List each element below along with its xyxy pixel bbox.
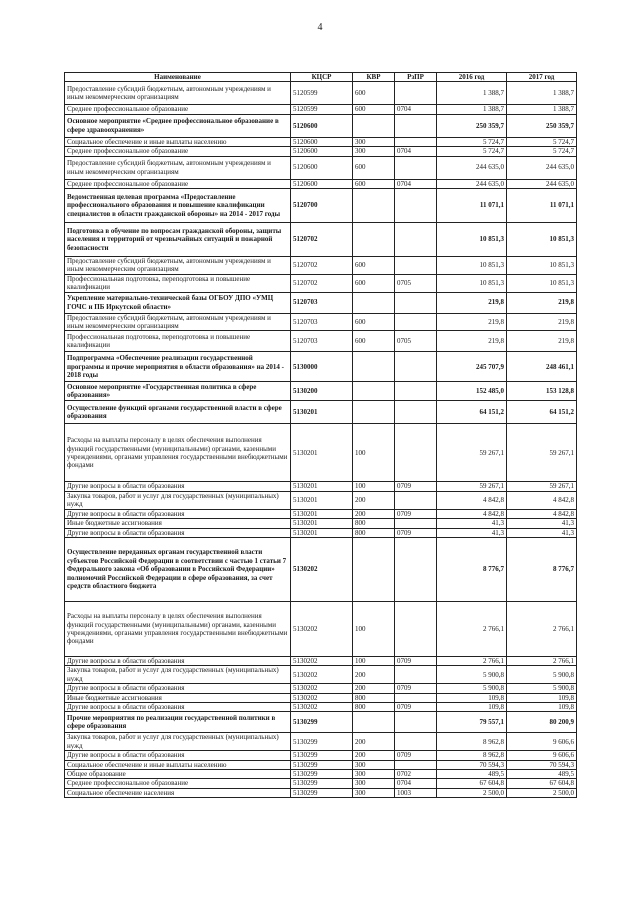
row-rzpr: 0709 [395,528,437,537]
row-kcsr: 5120599 [291,105,353,114]
row-name: Укрепление материально-технической базы ОГБОУ ДПО «УМЦ ГОЧС и ПБ Иркутской области» [65,292,291,313]
row-kcsr: 5130201 [291,509,353,518]
row-name: Подготовка в обучение по вопросам гражданской обороны, защиты населения и территорий от чрезвычайных ситуаций и пожарной безопасности [65,223,291,257]
table-row [65,137,577,146]
row-value-2017: 2 766,1 [507,656,577,665]
row-value-2016: 1 388,7 [437,105,507,114]
row-value-2017: 5 724,7 [507,147,577,156]
row-kvr: 800 [353,519,395,528]
row-value-2016: 10 851,3 [437,274,507,292]
table-row [65,712,577,733]
row-name: Другие вопросы в области образования [65,509,291,518]
row-kcsr: 5130201 [291,519,353,528]
row-value-2017: 219,8 [507,292,577,313]
row-value-2016: 41,3 [437,528,507,537]
row-value-2016: 152 485,0 [437,382,507,401]
row-value-2016: 64 151,2 [437,401,507,424]
table-row [65,257,577,275]
table-row [65,189,577,223]
row-name: Расходы на выплаты персоналу в целях обеспечения выполнения функций государственными (муниципальными) органами, казенными учреждениями, органами управления государственными внебюджетными фондами [65,601,291,656]
table-row [65,331,577,352]
row-kvr: 300 [353,779,395,788]
row-kvr [353,537,395,601]
row-kvr: 600 [353,105,395,114]
row-kcsr: 5120600 [291,137,353,146]
row-kvr: 300 [353,137,395,146]
row-rzpr [395,733,437,751]
row-value-2016: 59 267,1 [437,424,507,482]
table-row [65,760,577,769]
row-rzpr: 0704 [395,147,437,156]
row-value-2017: 80 200,9 [507,712,577,733]
row-value-2017: 489,5 [507,769,577,778]
row-kvr: 800 [353,528,395,537]
row-name: Профессиональная подготовка, переподготовка и повышение квалификации [65,331,291,352]
row-value-2016: 11 071,1 [437,189,507,223]
row-value-2016: 5 900,8 [437,684,507,693]
row-value-2017: 41,3 [507,528,577,537]
row-value-2017: 250 359,7 [507,114,577,137]
row-kcsr: 5130202 [291,693,353,702]
row-rzpr: 0709 [395,482,437,491]
row-value-2016: 10 851,3 [437,257,507,275]
row-name: Социальное обеспечение населения [65,788,291,797]
row-kvr: 600 [353,156,395,179]
row-rzpr: 0702 [395,769,437,778]
row-rzpr [395,601,437,656]
row-value-2016: 8 776,7 [437,537,507,601]
row-kcsr: 5130201 [291,401,353,424]
row-value-2016: 41,3 [437,519,507,528]
row-kvr: 100 [353,601,395,656]
row-value-2017: 109,8 [507,702,577,711]
row-value-2016: 8 962,8 [437,751,507,760]
row-kvr: 200 [353,751,395,760]
row-value-2016: 2 766,1 [437,601,507,656]
row-value-2017: 10 851,3 [507,274,577,292]
page-number: 4 [317,22,323,33]
row-value-2016: 244 635,0 [437,179,507,188]
row-value-2016: 67 604,8 [437,779,507,788]
row-kcsr: 5120600 [291,156,353,179]
row-kcsr: 5130000 [291,352,353,382]
row-kvr [353,292,395,313]
table-row [65,656,577,665]
row-name: Среднее профессиональное образование [65,779,291,788]
table-row [65,788,577,797]
row-kvr: 200 [353,491,395,509]
row-value-2017: 109,8 [507,693,577,702]
row-kvr: 300 [353,760,395,769]
row-kvr: 100 [353,424,395,482]
table-row [65,156,577,179]
row-kvr: 600 [353,331,395,352]
row-kvr: 200 [353,684,395,693]
row-value-2017: 10 851,3 [507,257,577,275]
row-name: Предоставление субсидий бюджетным, автономным учреждениям и иным некоммерческим организациям [65,313,291,331]
row-value-2017: 248 461,1 [507,352,577,382]
row-kvr: 300 [353,788,395,797]
row-rzpr: 0704 [395,179,437,188]
row-kcsr: 5130201 [291,528,353,537]
row-kvr: 200 [353,733,395,751]
row-rzpr: 0709 [395,656,437,665]
table-row [65,528,577,537]
row-kvr [353,114,395,137]
row-value-2016: 245 707,9 [437,352,507,382]
header-kvr: КВР [353,73,395,82]
row-kcsr: 5130200 [291,382,353,401]
row-rzpr [395,257,437,275]
row-rzpr [395,537,437,601]
table-row [65,313,577,331]
row-kcsr: 5120702 [291,257,353,275]
row-value-2016: 5 724,7 [437,147,507,156]
table-row [65,482,577,491]
row-value-2017: 9 606,6 [507,751,577,760]
row-name: Другие вопросы в области образования [65,684,291,693]
row-rzpr [395,401,437,424]
row-kvr: 300 [353,769,395,778]
row-kcsr: 5130299 [291,779,353,788]
row-rzpr: 0709 [395,751,437,760]
table-row [65,509,577,518]
table-row [65,693,577,702]
table-row [65,491,577,509]
row-kcsr: 5130299 [291,769,353,778]
row-kcsr: 5120702 [291,223,353,257]
row-kcsr: 5130299 [291,712,353,733]
row-name: Профессиональная подготовка, переподготовка и повышение квалификации [65,274,291,292]
row-value-2016: 489,5 [437,769,507,778]
table-row [65,769,577,778]
table-row [65,751,577,760]
row-kcsr: 5130202 [291,684,353,693]
row-kcsr: 5130202 [291,702,353,711]
row-kvr [353,189,395,223]
row-value-2017: 5 900,8 [507,666,577,684]
row-value-2017: 9 606,6 [507,733,577,751]
row-rzpr [395,666,437,684]
row-value-2016: 59 267,1 [437,482,507,491]
row-rzpr [395,189,437,223]
row-rzpr [395,693,437,702]
row-rzpr [395,292,437,313]
table-row [65,733,577,751]
row-kcsr: 5120702 [291,274,353,292]
row-rzpr: 0704 [395,105,437,114]
row-name: Общее образование [65,769,291,778]
table-row [65,537,577,601]
row-kcsr: 5130299 [291,788,353,797]
row-name: Другие вопросы в области образования [65,528,291,537]
row-value-2017: 10 851,3 [507,223,577,257]
table-row [65,147,577,156]
table-row [65,114,577,137]
budget-table [64,72,577,798]
row-rzpr: 1003 [395,788,437,797]
row-name: Прочие мероприятия по реализации государственной политики в сфере образования [65,712,291,733]
row-kvr: 600 [353,313,395,331]
row-kvr: 200 [353,509,395,518]
row-rzpr [395,491,437,509]
table-row [65,779,577,788]
table-row [65,274,577,292]
row-kvr [353,382,395,401]
header-kcsr: КЦСР [291,73,353,82]
row-value-2016: 244 635,0 [437,156,507,179]
row-value-2017: 41,3 [507,519,577,528]
row-kcsr: 5130202 [291,656,353,665]
table-row [65,179,577,188]
row-rzpr [395,137,437,146]
row-kcsr: 5120600 [291,147,353,156]
row-name: Социальное обеспечение и иные выплаты населению [65,137,291,146]
row-rzpr [395,352,437,382]
row-value-2016: 5 900,8 [437,666,507,684]
row-name: Другие вопросы в области образования [65,656,291,665]
row-name: Ведомственная целевая программа «Предоставление профессионального образования и повышение квалификации специалистов в области гражданской обороны» на 2014 - 2017 годы [65,189,291,223]
row-rzpr [395,760,437,769]
table-row [65,105,577,114]
row-kcsr: 5130299 [291,760,353,769]
row-name: Другие вопросы в области образования [65,702,291,711]
table-row [65,352,577,382]
row-value-2016: 5 724,7 [437,137,507,146]
row-kvr: 600 [353,274,395,292]
header-2017: 2017 год [507,73,577,82]
row-kvr: 600 [353,82,395,105]
row-rzpr [395,519,437,528]
row-value-2016: 219,8 [437,331,507,352]
table-row [65,82,577,105]
row-value-2017: 4 842,8 [507,491,577,509]
row-rzpr: 0704 [395,779,437,788]
row-kvr: 600 [353,179,395,188]
table-header-row [65,73,577,82]
table-row [65,702,577,711]
row-value-2016: 79 557,1 [437,712,507,733]
row-value-2017: 8 776,7 [507,537,577,601]
row-kcsr: 5120600 [291,114,353,137]
row-name: Расходы на выплаты персоналу в целях обеспечения выполнения функций государственными (муниципальными) органами, казенными учреждениями, органами управления государственными внебюджетными фондами [65,424,291,482]
row-value-2016: 4 842,8 [437,509,507,518]
row-value-2017: 153 128,8 [507,382,577,401]
row-kcsr: 5130202 [291,666,353,684]
table-row [65,684,577,693]
table-row [65,666,577,684]
row-value-2016: 10 851,3 [437,223,507,257]
row-name: Осуществление переданных органам государственной власти субъектов Российской Федерации в соответствии с частью 1 статьи 7 Федерального закона «Об образовании в Российской Федерации» полномочий Российской Федерации в сфере образования, за счет средств областного бюджета [65,537,291,601]
row-value-2017: 219,8 [507,313,577,331]
row-value-2017: 2 500,0 [507,788,577,797]
row-value-2017: 1 388,7 [507,105,577,114]
row-value-2016: 1 388,7 [437,82,507,105]
row-name: Другие вопросы в области образования [65,482,291,491]
row-kcsr: 5130202 [291,537,353,601]
row-name: Другие вопросы в области образования [65,751,291,760]
row-rzpr [395,156,437,179]
row-name: Социальное обеспечение и иные выплаты населению [65,760,291,769]
row-value-2017: 59 267,1 [507,424,577,482]
row-value-2017: 59 267,1 [507,482,577,491]
row-value-2017: 244 635,0 [507,179,577,188]
row-rzpr: 0709 [395,702,437,711]
table-row [65,382,577,401]
row-kvr [353,352,395,382]
table-row [65,401,577,424]
table-body [65,82,577,798]
row-rzpr [395,223,437,257]
table-row [65,292,577,313]
row-kvr: 300 [353,147,395,156]
table-row [65,519,577,528]
row-value-2017: 5 900,8 [507,684,577,693]
row-name: Осуществление функций органами государственной власти в сфере образования [65,401,291,424]
row-name: Предоставление субсидий бюджетным, автономным учреждениям и иным некоммерческим организациям [65,156,291,179]
row-name: Закупка товаров, работ и услуг для государственных (муниципальных) нужд [65,491,291,509]
header-name: Наименование [65,73,291,82]
row-value-2016: 250 359,7 [437,114,507,137]
row-kcsr: 5130299 [291,751,353,760]
row-name: Иные бюджетные ассигнования [65,519,291,528]
row-kvr: 100 [353,656,395,665]
row-kcsr: 5130201 [291,482,353,491]
row-kcsr: 5120599 [291,82,353,105]
row-rzpr [395,712,437,733]
table-row [65,601,577,656]
row-kvr: 600 [353,257,395,275]
row-value-2017: 219,8 [507,331,577,352]
row-name: Среднее профессиональное образование [65,147,291,156]
row-kcsr: 5130201 [291,491,353,509]
header-2016: 2016 год [437,73,507,82]
row-value-2016: 8 962,8 [437,733,507,751]
row-rzpr [395,82,437,105]
row-name: Среднее профессиональное образование [65,105,291,114]
row-name: Среднее профессиональное образование [65,179,291,188]
row-kvr: 200 [353,666,395,684]
row-value-2017: 64 151,2 [507,401,577,424]
row-value-2017: 5 724,7 [507,137,577,146]
row-kvr: 800 [353,702,395,711]
row-name: Основное мероприятие «Государственная политика в сфере образования» [65,382,291,401]
row-rzpr [395,313,437,331]
row-value-2016: 70 594,3 [437,760,507,769]
row-rzpr [395,382,437,401]
row-kcsr: 5120700 [291,189,353,223]
row-value-2016: 4 842,8 [437,491,507,509]
row-value-2016: 219,8 [437,313,507,331]
row-kcsr: 5120703 [291,292,353,313]
row-rzpr [395,424,437,482]
row-kvr: 100 [353,482,395,491]
row-name: Подпрограмма «Обеспечение реализации государственной программы и прочие мероприятия в области образования» на 2014 - 2018 годы [65,352,291,382]
row-rzpr: 0705 [395,274,437,292]
row-kcsr: 5130201 [291,424,353,482]
table-row [65,424,577,482]
row-name: Закупка товаров, работ и услуг для государственных (муниципальных) нужд [65,733,291,751]
row-kvr: 800 [353,693,395,702]
row-kcsr: 5120703 [291,313,353,331]
row-kvr [353,712,395,733]
row-value-2017: 1 388,7 [507,82,577,105]
row-kvr [353,223,395,257]
row-value-2017: 70 594,3 [507,760,577,769]
row-kcsr: 5120600 [291,179,353,188]
row-value-2017: 4 842,8 [507,509,577,518]
row-name: Предоставление субсидий бюджетным, автономным учреждениям и иным некоммерческим организациям [65,82,291,105]
table-row [65,223,577,257]
row-value-2017: 244 635,0 [507,156,577,179]
row-kcsr: 5130299 [291,733,353,751]
row-rzpr [395,114,437,137]
header-rzpr: РзПР [395,73,437,82]
row-kcsr: 5130202 [291,601,353,656]
row-value-2016: 2 766,1 [437,656,507,665]
row-rzpr: 0709 [395,509,437,518]
row-value-2017: 2 766,1 [507,601,577,656]
row-value-2017: 67 604,8 [507,779,577,788]
row-kcsr: 5120703 [291,331,353,352]
row-name: Иные бюджетные ассигнования [65,693,291,702]
row-name: Основное мероприятие «Среднее профессиональное образование в сфере здравоохранения» [65,114,291,137]
row-value-2016: 109,8 [437,693,507,702]
row-value-2016: 109,8 [437,702,507,711]
row-rzpr: 0705 [395,331,437,352]
row-value-2016: 219,8 [437,292,507,313]
row-name: Предоставление субсидий бюджетным, автономным учреждениям и иным некоммерческим организациям [65,257,291,275]
row-value-2017: 11 071,1 [507,189,577,223]
row-name: Закупка товаров, работ и услуг для государственных (муниципальных) нужд [65,666,291,684]
row-kvr [353,401,395,424]
row-value-2016: 2 500,0 [437,788,507,797]
row-rzpr: 0709 [395,684,437,693]
